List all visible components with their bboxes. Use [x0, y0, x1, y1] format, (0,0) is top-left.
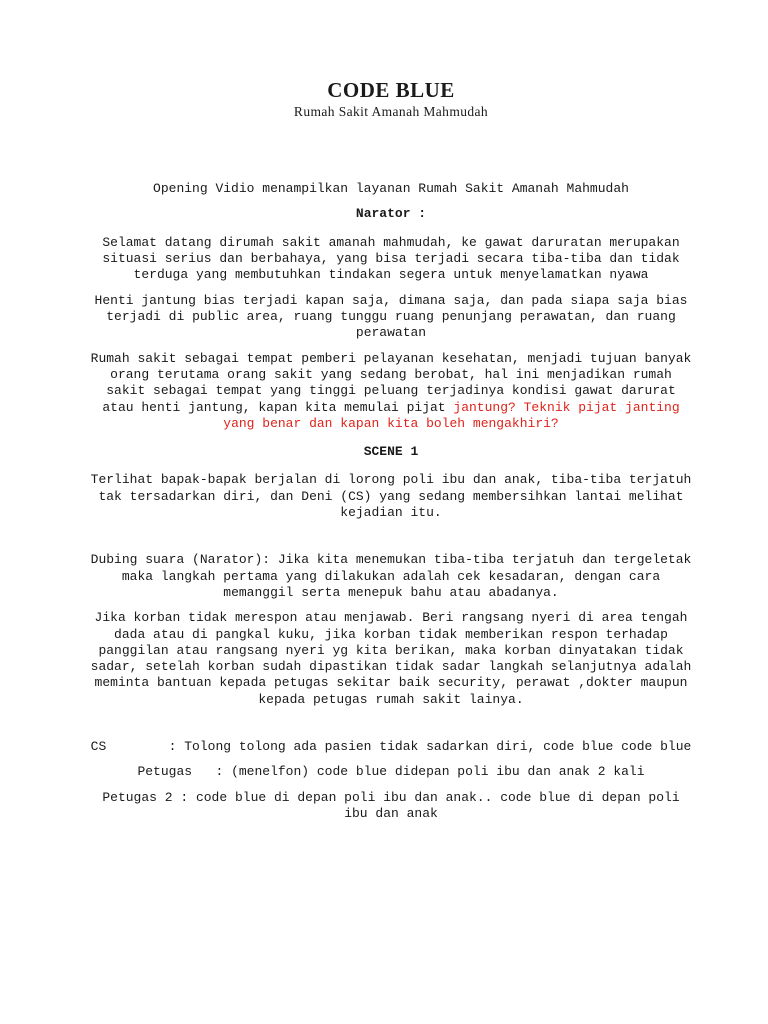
narration-paragraph-3-text: Rumah sakit sebagai tempat pemberi pelayanan kesehatan, menjadi tujuan banyak orang terutama orang sakit yang sedang berobat, hal ini menjadikan rumah sakit sebagai tempat yang tinggi peluang terjadinya kondisi gawat darurat atau henti jantung, kapan kita memulai pijat	[90, 350, 692, 415]
document-title: CODE BLUE	[327, 78, 455, 102]
highlighted-question: jantung? Teknik pijat janting yang benar dan kapan kita boleh mengakhiri?	[223, 399, 680, 431]
dialog-petugas-2: Petugas 2 : code blue di depan poli ibu dan anak.. code blue di depan poli ibu dan anak	[102, 789, 688, 821]
dubbing-paragraph: Dubing suara (Narator): Jika kita menemukan tiba-tiba terjatuh dan tergeletak maka langkah pertama yang dilakukan adalah cek kesadaran, dengan cara memanggil serta menepuk bahu atau abadanya.	[90, 552, 692, 600]
dialog-cs: CS : Tolong tolong ada pasien tidak sadarkan diri, code blue code blue	[90, 739, 692, 755]
scene-heading: SCENE 1	[363, 444, 419, 460]
document-page	[88, 78, 694, 822]
scene-1-description: Terlihat bapak-bapak berjalan di lorong poli ibu dan anak, tiba-tiba terjatuh tak tersadarkan diri, dan Deni (CS) yang sedang membersihkan lantai melihat kejadian itu.	[90, 472, 692, 521]
narration-paragraph-1: Selamat datang dirumah sakit amanah mahmudah, ke gawat daruratan merupakan situasi serius dan berbahaya, yang bisa terjadi secara tiba-tiba dan tidak terduga yang membutuhkan tindakan segera untuk menyelamatkan nyawa	[102, 234, 680, 283]
document-subtitle: Rumah Sakit Amanah Mahmudah	[293, 104, 489, 119]
opening-line: Opening Vidio menampilkan layanan Rumah Sakit Amanah Mahmudah	[153, 181, 629, 197]
instructions-paragraph: Jika korban tidak merespon atau menjawab. Beri rangsang nyeri di area tengah dada atau di pangkal kuku, jika korban tidak memberikan respon terhadap panggilan atau rangsang nyeri yg kita berikan, maka korban dinyatakan tidak sadar, setelah korban sudah dipastikan tidak sadar langkah selanjutnya adalah meminta bantuan kepada petugas sekitar baik security, perawat ,dokter maupun kepada petugas rumah sakit lainya.	[90, 610, 692, 707]
narrator-heading: Narator :	[355, 205, 427, 221]
narration-paragraph-2: Henti jantung bias terjadi kapan saja, dimana saja, dan pada siapa saja bias terjadi di public area, ruang tunggu ruang penunjang perawatan, dan ruang perawatan	[94, 292, 688, 341]
narration-paragraph-3	[88, 351, 694, 432]
dialog-petugas: Petugas : (menelfon) code blue didepan poli ibu dan anak 2 kali	[137, 764, 645, 780]
